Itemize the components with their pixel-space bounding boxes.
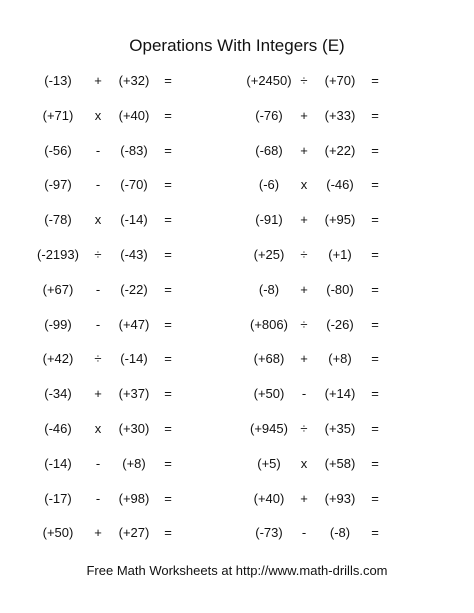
problem-row	[0, 176, 474, 211]
right-problem-operand-a: (+68)	[253, 351, 285, 367]
left-problem-operand-b: (-14)	[120, 212, 148, 228]
right-problem-operand-b: (+93)	[324, 490, 356, 506]
left-problem-equals-sign: =	[164, 281, 172, 297]
right-problem-operator: ÷	[300, 420, 308, 436]
problem-row	[0, 350, 474, 385]
right-problem-operand-b: (+33)	[324, 107, 356, 123]
problem-row	[0, 246, 474, 281]
problem-row	[0, 72, 474, 107]
right-problem-equals-sign: =	[371, 455, 379, 471]
left-problem-equals-sign: =	[164, 177, 172, 193]
right-problem-operand-b: (-80)	[326, 281, 354, 297]
right-problem-operator: ÷	[300, 73, 308, 88]
right-problem-operator: ÷	[300, 316, 308, 332]
right-problem-equals-sign: =	[371, 351, 379, 367]
left-problem-operator: -	[95, 455, 101, 471]
problem-row	[0, 142, 474, 177]
right-problem-operand-b: (+8)	[328, 351, 352, 367]
right-problem-equals-sign: =	[371, 281, 379, 297]
left-problem-equals-sign: =	[164, 73, 172, 88]
left-problem-operand-b: (+47)	[118, 316, 150, 332]
right-problem-equals-sign: =	[371, 177, 379, 193]
right-problem-operand-a: (+40)	[253, 490, 285, 506]
left-problem-equals-sign: =	[164, 212, 172, 228]
right-problem-operand-a: (+2450)	[246, 73, 292, 88]
problem-row	[0, 524, 474, 559]
right-problem-operand-a: (-8)	[258, 281, 280, 297]
left-problem-operand-a: (+67)	[42, 281, 74, 297]
problem-row	[0, 490, 474, 525]
footer-credit: Free Math Worksheets at http://www.math-drills.com	[86, 563, 388, 578]
right-problem-operand-b: (+35)	[324, 420, 356, 436]
left-problem-equals-sign: =	[164, 351, 172, 367]
left-problem-equals-sign: =	[164, 142, 172, 158]
left-problem-operand-b: (+32)	[118, 73, 150, 88]
right-problem-equals-sign: =	[371, 386, 379, 402]
left-problem-operand-a: (-17)	[44, 490, 72, 506]
right-problem-equals-sign: =	[371, 212, 379, 228]
left-problem-operator: x	[94, 212, 102, 228]
left-problem-operator: x	[94, 107, 102, 123]
left-problem-operator: ÷	[94, 246, 102, 262]
left-problem-operand-b: (+30)	[118, 420, 150, 436]
right-problem-operand-b: (+1)	[328, 246, 352, 262]
right-problem-equals-sign: =	[371, 490, 379, 506]
right-problem-equals-sign: =	[371, 246, 379, 262]
right-problem-operator: -	[301, 386, 307, 402]
right-problem-operand-b: (-8)	[329, 525, 351, 541]
right-problem-operator: +	[300, 142, 308, 158]
right-problem-operand-a: (-68)	[255, 142, 283, 158]
left-problem-operand-a: (-78)	[44, 212, 72, 228]
left-problem-operand-b: (-70)	[120, 177, 148, 193]
right-problem-equals-sign: =	[371, 420, 379, 436]
right-problem-operator: +	[300, 212, 308, 228]
right-problem-operand-b: (-46)	[326, 177, 354, 193]
right-problem-operand-b: (+14)	[324, 386, 356, 402]
right-problem-equals-sign: =	[371, 142, 379, 158]
right-problem-operand-a: (-91)	[255, 212, 283, 228]
right-problem-operand-b: (+70)	[324, 73, 356, 88]
problem-grid	[0, 72, 474, 559]
right-problem-operator: +	[300, 281, 308, 297]
left-problem-operand-a: (-46)	[44, 420, 72, 436]
left-problem-operand-b: (+8)	[122, 455, 146, 471]
left-problem-operator: -	[95, 281, 101, 297]
left-problem-equals-sign: =	[164, 420, 172, 436]
left-problem-equals-sign: =	[164, 525, 172, 541]
right-problem-operand-a: (+50)	[253, 386, 285, 402]
left-problem-operand-a: (+71)	[42, 107, 74, 123]
left-problem-operator: +	[94, 386, 102, 402]
left-problem-operand-b: (-83)	[120, 142, 148, 158]
right-problem-operand-b: (+22)	[324, 142, 356, 158]
left-problem-operand-b: (-14)	[120, 351, 148, 367]
left-problem-operand-a: (-97)	[44, 177, 72, 193]
right-problem-operand-a: (+806)	[250, 316, 288, 332]
problem-row	[0, 211, 474, 246]
left-problem-equals-sign: =	[164, 386, 172, 402]
left-problem-operand-b: (+40)	[118, 107, 150, 123]
left-problem-operator: +	[94, 73, 102, 88]
right-problem-operand-a: (-76)	[255, 107, 283, 123]
right-problem-operand-a: (-6)	[258, 177, 280, 193]
left-problem-equals-sign: =	[164, 107, 172, 123]
right-problem-operator: -	[301, 525, 307, 541]
left-problem-equals-sign: =	[164, 316, 172, 332]
left-problem-equals-sign: =	[164, 246, 172, 262]
left-problem-operand-a: (-2193)	[37, 246, 79, 262]
left-problem-equals-sign: =	[164, 455, 172, 471]
right-problem-operator: +	[300, 107, 308, 123]
right-problem-equals-sign: =	[371, 107, 379, 123]
right-problem-operand-b: (+58)	[324, 455, 356, 471]
right-problem-operand-b: (-26)	[326, 316, 354, 332]
left-problem-operand-a: (-56)	[44, 142, 72, 158]
left-problem-operand-a: (+50)	[42, 525, 74, 541]
right-problem-operator: ÷	[300, 246, 308, 262]
left-problem-operand-b: (+27)	[118, 525, 150, 541]
right-problem-operand-a: (+25)	[253, 246, 285, 262]
worksheet-title: Operations With Integers (E)	[129, 36, 345, 55]
left-problem-operator: -	[95, 316, 101, 332]
left-problem-operator: ÷	[94, 351, 102, 367]
left-problem-equals-sign: =	[164, 490, 172, 506]
problem-row	[0, 420, 474, 455]
left-problem-operand-b: (+98)	[118, 490, 150, 506]
problem-row	[0, 455, 474, 490]
right-problem-equals-sign: =	[371, 73, 379, 88]
right-problem-operand-a: (-73)	[255, 525, 283, 541]
left-problem-operand-b: (-22)	[120, 281, 148, 297]
right-problem-equals-sign: =	[371, 525, 379, 541]
left-problem-operator: -	[95, 142, 101, 158]
right-problem-operand-a: (+5)	[257, 455, 281, 471]
left-problem-operand-a: (-99)	[44, 316, 72, 332]
right-problem-operator: +	[300, 490, 308, 506]
right-problem-equals-sign: =	[371, 316, 379, 332]
right-problem-operator: x	[300, 177, 308, 193]
left-problem-operand-a: (-13)	[44, 73, 72, 88]
left-problem-operator: +	[94, 525, 102, 541]
right-problem-operator: +	[300, 351, 308, 367]
left-problem-operand-a: (-34)	[44, 386, 72, 402]
left-problem-operator: -	[95, 490, 101, 506]
left-problem-operand-b: (-43)	[120, 246, 148, 262]
problem-row	[0, 107, 474, 142]
right-problem-operand-b: (+95)	[324, 212, 356, 228]
problem-row	[0, 281, 474, 316]
problem-row	[0, 385, 474, 420]
problem-row	[0, 316, 474, 351]
right-problem-operand-a: (+945)	[250, 420, 288, 436]
left-problem-operator: x	[94, 420, 102, 436]
left-problem-operand-a: (-14)	[44, 455, 72, 471]
left-problem-operand-b: (+37)	[118, 386, 150, 402]
left-problem-operand-a: (+42)	[42, 351, 74, 367]
right-problem-operator: x	[300, 455, 308, 471]
left-problem-operator: -	[95, 177, 101, 193]
